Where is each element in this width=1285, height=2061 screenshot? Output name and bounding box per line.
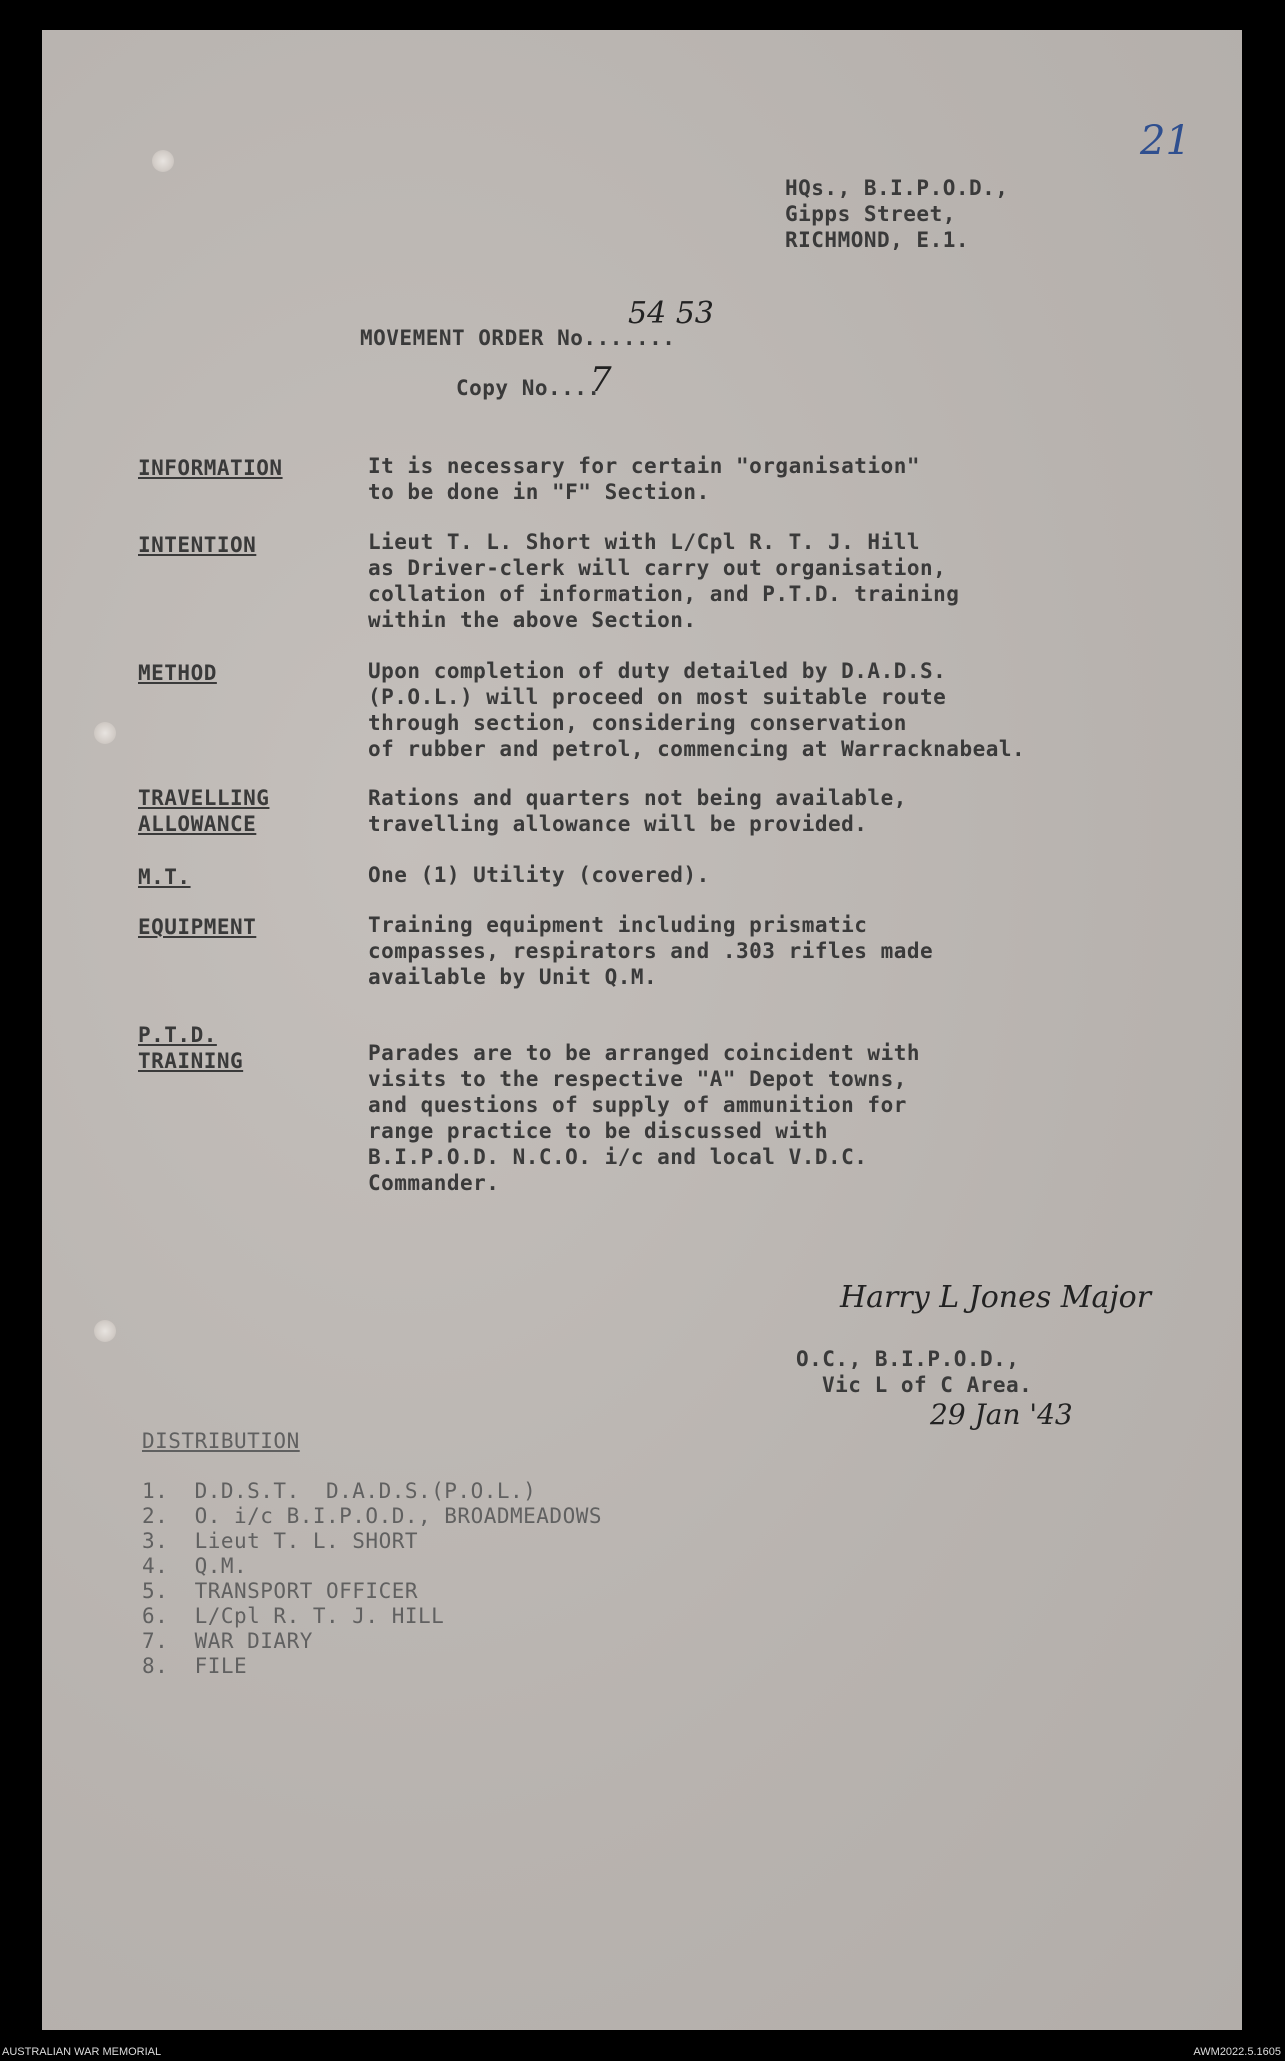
distribution-item: 2. O. i/c B.I.P.O.D., BROADMEADOWS <box>142 1504 603 1528</box>
section-text: One (1) Utility (covered). <box>368 863 710 887</box>
section-heading-intention: INTENTION <box>138 533 257 557</box>
movement-order-number: 54 53 <box>628 296 714 331</box>
section-heading-equipment: EQUIPMENT <box>138 915 257 939</box>
section-text: available by Unit Q.M. <box>368 965 658 989</box>
section-text: B.I.P.O.D. N.C.O. i/c and local V.D.C. <box>368 1145 868 1169</box>
section-text: travelling allowance will be provided. <box>368 812 868 836</box>
section-text: It is necessary for certain "organisation" <box>368 454 921 478</box>
section-heading-ptd-training: P.T.D. TRAINING <box>138 1023 244 1073</box>
distribution-item: 1. D.D.S.T. D.A.D.S.(P.O.L.) <box>142 1479 537 1503</box>
section-text: collation of information, and P.T.D. training <box>368 582 960 606</box>
punch-hole <box>94 1320 116 1342</box>
punch-hole <box>94 722 116 744</box>
handwritten-date: 29 Jan '43 <box>930 1398 1073 1431</box>
footer-accession: AWM2022.5.1605 <box>1193 2046 1281 2058</box>
section-text: compasses, respirators and .303 rifles made <box>368 939 934 963</box>
signature-title: Vic L of C Area. <box>822 1373 1033 1397</box>
section-text: visits to the respective "A" Depot towns, <box>368 1067 907 1091</box>
folio-number: 21 <box>1140 118 1191 164</box>
section-text: Parades are to be arranged coincident with <box>368 1041 921 1065</box>
copy-number: 7 <box>590 360 612 400</box>
distribution-item: 8. FILE <box>142 1654 248 1678</box>
section-text: (P.O.L.) will proceed on most suitable route <box>368 685 947 709</box>
punch-hole <box>152 150 174 172</box>
section-text: range practice to be discussed with <box>368 1119 829 1143</box>
footer-credit: AUSTRALIAN WAR MEMORIAL <box>2 2046 162 2058</box>
distribution-heading: DISTRIBUTION <box>142 1429 300 1453</box>
distribution-item: 5. TRANSPORT OFFICER <box>142 1579 419 1603</box>
section-text: Upon completion of duty detailed by D.A.D.S. <box>368 659 947 683</box>
distribution-item: 6. L/Cpl R. T. J. HILL <box>142 1604 445 1628</box>
section-text: and questions of supply of ammunition for <box>368 1093 907 1117</box>
handwritten-signature: Harry L Jones Major <box>840 1280 1152 1315</box>
signature-title: O.C., B.I.P.O.D., <box>796 1347 1020 1371</box>
section-heading-method: METHOD <box>138 661 217 685</box>
address-line: RICHMOND, E.1. <box>785 228 970 252</box>
section-text: within the above Section. <box>368 608 697 632</box>
section-text: Training equipment including prismatic <box>368 913 868 937</box>
section-text: as Driver-clerk will carry out organisation, <box>368 556 947 580</box>
section-heading-travelling-allowance: TRAVELLING ALLOWANCE <box>138 786 270 836</box>
section-heading-mt: M.T. <box>138 865 191 889</box>
section-heading-information: INFORMATION <box>138 456 283 480</box>
distribution-item: 7. WAR DIARY <box>142 1629 313 1653</box>
section-text: Commander. <box>368 1171 500 1195</box>
movement-order-label: MOVEMENT ORDER No....... <box>360 326 676 350</box>
distribution-item: 3. Lieut T. L. SHORT <box>142 1529 419 1553</box>
section-text: Rations and quarters not being available, <box>368 786 907 810</box>
address-line: HQs., B.I.P.O.D., <box>785 176 1009 200</box>
address-line: Gipps Street, <box>785 202 956 226</box>
section-text: through section, considering conservation <box>368 711 907 735</box>
distribution-item: 4. Q.M. <box>142 1554 248 1578</box>
copy-label: Copy No.... <box>456 376 601 400</box>
section-text: Lieut T. L. Short with L/Cpl R. T. J. Hill <box>368 530 921 554</box>
section-text: to be done in "F" Section. <box>368 480 710 504</box>
section-text: of rubber and petrol, commencing at Warracknabeal. <box>368 737 1026 761</box>
